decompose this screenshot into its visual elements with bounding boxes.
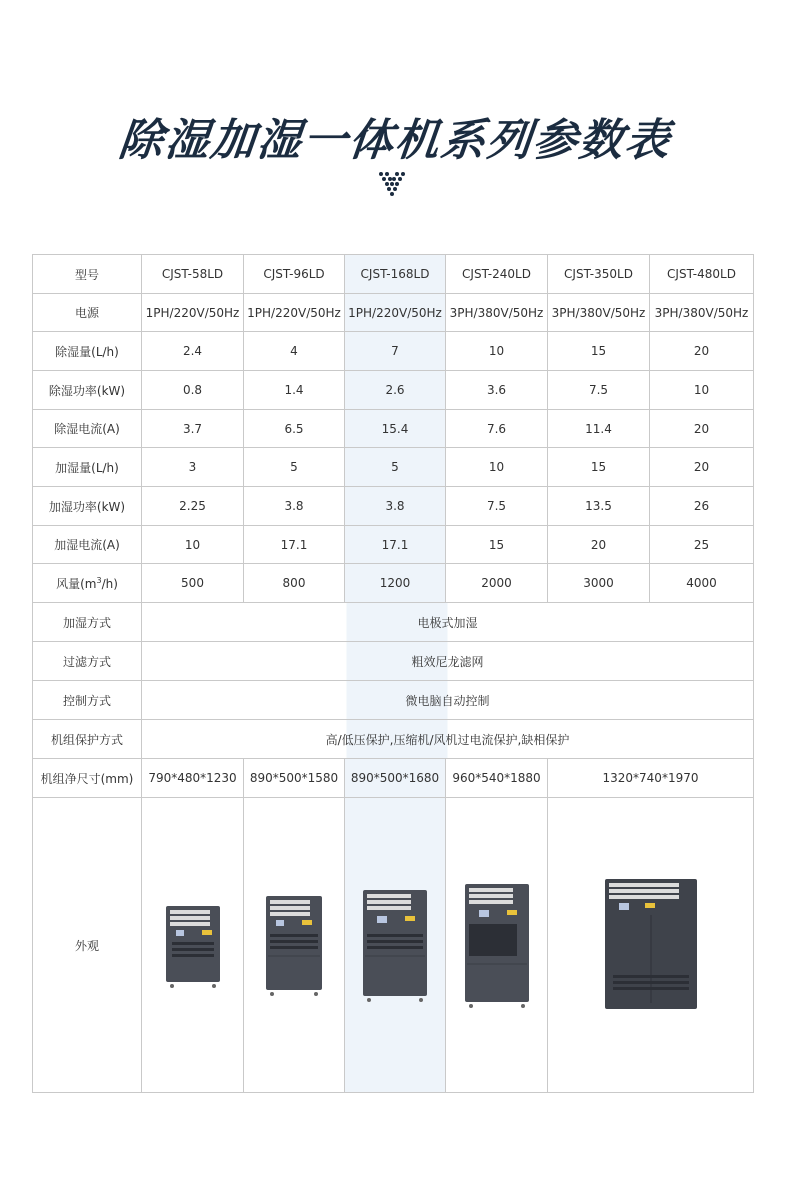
cell-value: 15 <box>548 448 650 487</box>
cell-value: 3PH/380V/50Hz <box>548 294 650 332</box>
cell-value: 13.5 <box>548 487 650 526</box>
cell-value: 3.7 <box>142 410 244 448</box>
spec-table <box>32 254 754 1093</box>
cell-value: 2.4 <box>142 332 244 371</box>
cell-value: 2.25 <box>142 487 244 526</box>
cell-value: 7 <box>345 332 446 371</box>
cell-value: 3PH/380V/50Hz <box>650 294 754 332</box>
cell-value: 0.8 <box>142 371 244 410</box>
cell-value: 7.6 <box>446 410 548 448</box>
brand-logo-icon <box>378 170 406 196</box>
product-image-168ld <box>359 884 431 1006</box>
cell-value: 15 <box>446 526 548 564</box>
table-row <box>33 487 754 526</box>
merged-cell-value: 粗效尼龙滤网 <box>142 642 754 681</box>
table-row <box>33 332 754 371</box>
cell-value: 20 <box>650 332 754 371</box>
cell-value: 1320*740*1970 <box>548 759 754 798</box>
cell-value: 790*480*1230 <box>142 759 244 798</box>
cell-value: 25 <box>650 526 754 564</box>
cell-value: 20 <box>548 526 650 564</box>
row-label: 加湿电流(A) <box>33 526 142 564</box>
cell-value: 17.1 <box>244 526 345 564</box>
cell-value: 20 <box>650 410 754 448</box>
page-title: 除湿加湿一体机系列参数表 <box>116 115 674 166</box>
cell-value: 7.5 <box>446 487 548 526</box>
row-label: 过滤方式 <box>33 642 142 681</box>
row-label: 电源 <box>33 294 142 332</box>
product-image-350-480ld <box>601 875 701 1015</box>
cell-value: 1PH/220V/50Hz <box>345 294 446 332</box>
table-row <box>33 294 754 332</box>
model-name: CJST-480LD <box>650 255 754 294</box>
cell-value: 5 <box>345 448 446 487</box>
row-label: 加湿方式 <box>33 603 142 642</box>
cell-value: 4000 <box>650 564 754 603</box>
cell-value: 5 <box>244 448 345 487</box>
cell-value: 20 <box>650 448 754 487</box>
cell-value: 3.8 <box>244 487 345 526</box>
row-label: 机组净尺寸(mm) <box>33 759 142 798</box>
table-row <box>33 448 754 487</box>
cell-value: 1PH/220V/50Hz <box>244 294 345 332</box>
table-row-merged <box>33 603 754 642</box>
cell-value: 2000 <box>446 564 548 603</box>
cell-value: 890*500*1680 <box>345 759 446 798</box>
merged-cell-value: 电极式加湿 <box>142 603 754 642</box>
table-row-merged <box>33 681 754 720</box>
row-label: 控制方式 <box>33 681 142 720</box>
product-image-240ld <box>461 878 533 1012</box>
table-row-airflow <box>33 564 754 603</box>
cell-value: 890*500*1580 <box>244 759 345 798</box>
cell-value: 3.8 <box>345 487 446 526</box>
row-label: 机组保护方式 <box>33 720 142 759</box>
row-label: 外观 <box>33 798 142 1093</box>
table-row-model <box>33 255 754 294</box>
cell-value: 1PH/220V/50Hz <box>142 294 244 332</box>
cell-value: 10 <box>650 371 754 410</box>
product-image-cell <box>142 798 244 1093</box>
table-row-merged <box>33 642 754 681</box>
product-image-58ld <box>162 900 224 990</box>
row-label: 加湿量(L/h) <box>33 448 142 487</box>
row-label: 型号 <box>33 255 142 294</box>
cell-value: 10 <box>446 332 548 371</box>
cell-value: 11.4 <box>548 410 650 448</box>
model-name: CJST-58LD <box>142 255 244 294</box>
product-image-cell <box>244 798 345 1093</box>
cell-value: 17.1 <box>345 526 446 564</box>
model-name: CJST-96LD <box>244 255 345 294</box>
airflow-label-tail: /h) <box>101 576 118 591</box>
row-label: 除湿量(L/h) <box>33 332 142 371</box>
table-row <box>33 371 754 410</box>
cell-value: 1200 <box>345 564 446 603</box>
merged-cell-value: 高/低压保护,压缩机/风机过电流保护,缺相保护 <box>142 720 754 759</box>
cell-value: 10 <box>142 526 244 564</box>
airflow-label-sup: 3 <box>96 575 102 585</box>
cell-value: 1.4 <box>244 371 345 410</box>
table-row <box>33 410 754 448</box>
model-name: CJST-168LD <box>345 255 446 294</box>
cell-value: 15.4 <box>345 410 446 448</box>
cell-value: 6.5 <box>244 410 345 448</box>
cell-value: 3.6 <box>446 371 548 410</box>
airflow-label-main: 风量(m <box>56 576 97 591</box>
product-image-cell <box>345 798 446 1093</box>
cell-value: 960*540*1880 <box>446 759 548 798</box>
row-label <box>33 564 142 603</box>
product-image-96ld <box>262 890 326 1000</box>
table-row <box>33 526 754 564</box>
cell-value: 500 <box>142 564 244 603</box>
row-label: 除湿电流(A) <box>33 410 142 448</box>
cell-value: 4 <box>244 332 345 371</box>
cell-value: 10 <box>446 448 548 487</box>
table-row-merged <box>33 720 754 759</box>
cell-value: 3PH/380V/50Hz <box>446 294 548 332</box>
row-label: 加湿功率(kW) <box>33 487 142 526</box>
cell-value: 2.6 <box>345 371 446 410</box>
cell-value: 15 <box>548 332 650 371</box>
model-name: CJST-240LD <box>446 255 548 294</box>
table-row-appearance <box>33 798 754 1093</box>
cell-value: 3000 <box>548 564 650 603</box>
merged-cell-value: 微电脑自动控制 <box>142 681 754 720</box>
cell-value: 800 <box>244 564 345 603</box>
model-name: CJST-350LD <box>548 255 650 294</box>
product-image-cell <box>548 798 754 1093</box>
cell-value: 7.5 <box>548 371 650 410</box>
row-label: 除湿功率(kW) <box>33 371 142 410</box>
table-row-size <box>33 759 754 798</box>
cell-value: 26 <box>650 487 754 526</box>
product-image-cell <box>446 798 548 1093</box>
cell-value: 3 <box>142 448 244 487</box>
